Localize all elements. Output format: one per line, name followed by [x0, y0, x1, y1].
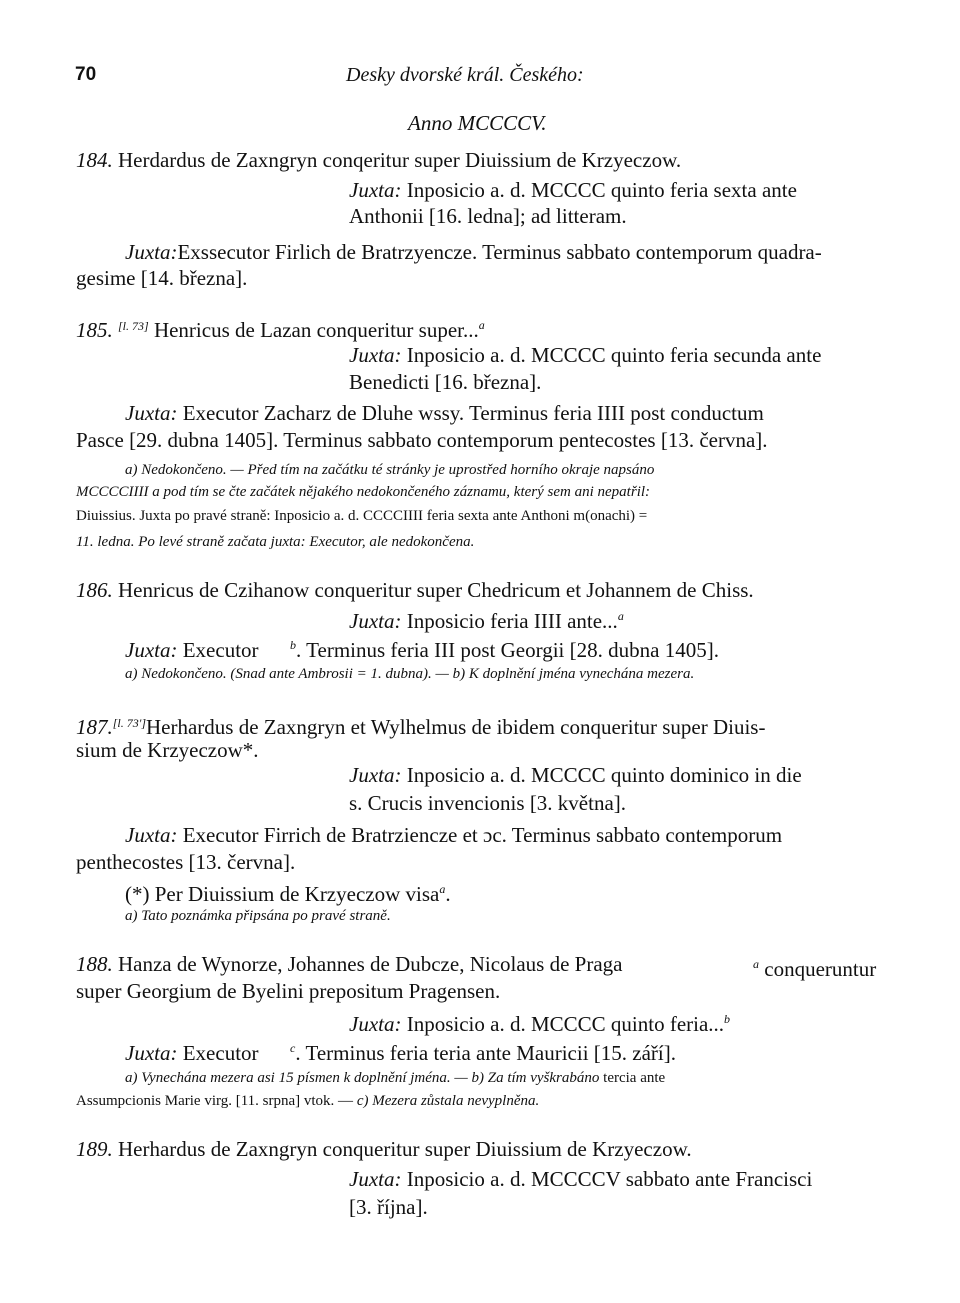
juxta-label: Juxta:	[125, 1041, 178, 1065]
footnote-mark: a	[478, 318, 485, 332]
entry-line: gesime [14. března].	[76, 266, 248, 290]
entry-number: 186.	[76, 578, 113, 602]
juxta-label: Juxta:	[349, 763, 402, 787]
juxta-label: Juxta:	[125, 401, 178, 425]
year-heading: Anno MCCCCV.	[408, 111, 547, 135]
juxta-label: Juxta:	[349, 609, 402, 633]
entry-line: Benedicti [16. března].	[349, 370, 542, 394]
entry-line: Juxta: Inposicio a. d. MCCCC quinto dominico in die	[349, 763, 802, 787]
entry-number: 188.	[76, 952, 113, 976]
entry-line: Pasce [29. dubna 1405]. Terminus sabbato contemporum pentecostes [13. června].	[76, 428, 768, 452]
footnote: a) Vynechána mezera asi 15 písmen k doplnění jména. — b) Za tím vyškrabáno tercia ante	[125, 1070, 666, 1086]
entry-line: 184. Herdardus de Zaxngryn conqeritur super Diuissium de Krzyeczow.	[76, 148, 682, 172]
entry-line: Juxta: Inposicio a. d. MCCCC quinto feria secunda ante	[349, 343, 822, 367]
entry-line: Juxta: Inposicio a. d. MCCCCV sabbato ante Francisci	[349, 1167, 813, 1191]
entry-line: 187.[l. 73']Herhardus de Zaxngryn et Wylhelmus de ibidem conqueritur super Diuis-	[76, 715, 766, 739]
juxta-label: Juxta:	[349, 1012, 402, 1036]
juxta-label: Juxta:	[349, 1167, 402, 1191]
footnote: a) Tato poznámka připsána po pravé straně.	[125, 908, 391, 924]
entry-line: [3. října].	[349, 1195, 428, 1219]
footnote: MCCCCIIII a pod tím se čte začátek nějakého nedokončeného záznamu, který sem ani nepatřil:	[76, 484, 651, 500]
entry-line: Juxta:Exssecutor Firlich de Bratrzyencze. Terminus sabbato contemporum quadra-	[125, 240, 822, 264]
footnote-mark: a	[439, 882, 446, 896]
footnote-mark: b	[724, 1012, 731, 1026]
entry-number: 184.	[76, 148, 113, 172]
entry-line: Anthonii [16. ledna]; ad litteram.	[349, 204, 627, 228]
entry-line: super Georgium de Byelini prepositum Pragensen.	[76, 979, 501, 1003]
entry-line: 188. Hanza de Wynorze, Johannes de Dubcze, Nicolaus de Praga	[76, 952, 623, 976]
entry-line: penthecostes [13. června].	[76, 850, 296, 874]
entry-line: Juxta: Inposicio a. d. MCCCC quinto feria...$^b$	[349, 1012, 731, 1036]
entry-line: 189. Herhardus de Zaxngryn conqueritur super Diuissium de Krzyeczow.	[76, 1137, 692, 1161]
entry-line: 185. [l. 73] Henricus de Lazan conquerit​ur super...$^a$	[76, 318, 485, 342]
juxta-label: Juxta:	[349, 343, 402, 367]
entry-line: Juxta: Executor Firrich de Bratrzi​encze et ɔc. Terminus sabbato contemporum	[125, 823, 783, 847]
entry-line: (*) Per Diuissium de Krzyeczow visa$^a$.	[125, 882, 451, 906]
footnote: 11. ledna. Po levé straně začata juxta: Executor, ale nedokončena.	[76, 534, 475, 550]
entry-line: Juxta: Inposicio feria IIII ante...$^a$	[349, 609, 624, 633]
folio-reference: [l. 73]	[118, 319, 149, 333]
entry-line: s. Crucis invencionis [3. května].	[349, 791, 627, 815]
footnote-mark: a	[617, 609, 624, 623]
entry-number: 187.	[76, 715, 113, 739]
entry-line: sium de Krzyeczow*.	[76, 738, 259, 762]
entry-line: Juxta: Executor Zacharz de Dluhe wssy. Terminus feria IIII post conductum	[125, 401, 764, 425]
folio-reference: [l. 73']	[112, 716, 146, 730]
entry-line: Juxta: Executor $^c$. Terminus feria teria ante Mauricii [15. září].	[125, 1041, 677, 1065]
juxta-label: Juxta:	[125, 240, 178, 264]
footnote-mark: b	[290, 638, 297, 652]
juxta-label: Juxta:	[349, 178, 402, 202]
footnote-mark: a	[753, 957, 759, 971]
juxta-label: Juxta:	[125, 638, 178, 662]
entry-line: $^a$ conqueruntur	[753, 957, 877, 981]
entry-line: Juxta: Executor $^b$. Terminus feria III post Georgii [28. dubna 1405].	[125, 638, 719, 662]
footnote: a) Nedokončeno. — Před tím na začátku té stránky je uprostřed horního okraje napsáno	[125, 462, 655, 478]
entry-line: Juxta: Inposicio a. d. MCCCC quinto feria sexta ante	[349, 178, 797, 202]
running-title: Desky dvorské král. Českého:	[346, 64, 584, 86]
entry-number: 185.	[76, 318, 113, 342]
footnote: a) Nedokončeno. (Snad ante Ambrosii = 1. dubna). — b) K doplnění jména vynechána mezera.	[125, 666, 695, 682]
entry-number: 189.	[76, 1137, 113, 1161]
footnote: Assumpcionis Marie virg. [11. srpna] vtok. — c) Mezera zůstala nevyplněna.	[76, 1093, 540, 1109]
entry-line: 186. Henricus de Czihanow conquerit​ur super Chedricum et Johannem de Chiss.	[76, 578, 754, 602]
footnote: Diuissius. Juxta po pravé straně: Inposicio a. d. CCCCIIII feria sexta ante Anthoni m(onachi) =	[76, 508, 648, 524]
footnote-mark: c	[290, 1041, 296, 1055]
juxta-label: Juxta:	[125, 823, 178, 847]
page-number: 70	[75, 64, 97, 85]
